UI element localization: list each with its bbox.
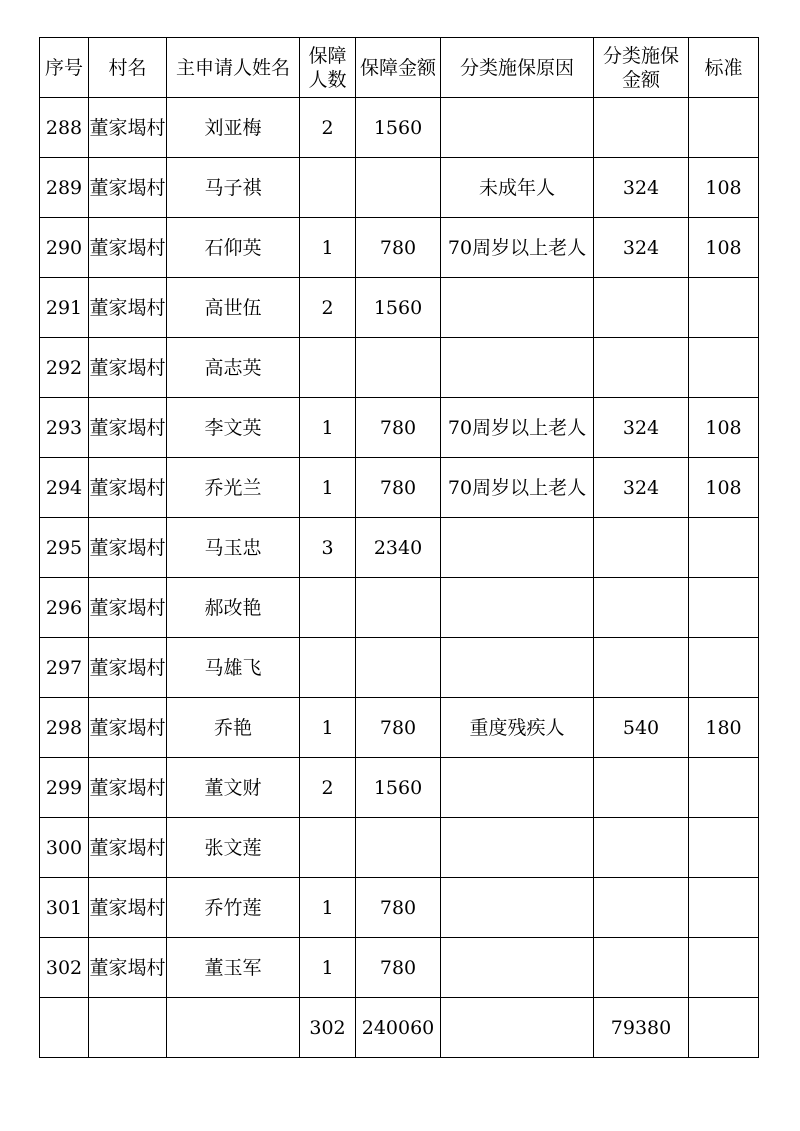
- cell-persons: 2: [300, 758, 356, 818]
- cell-applicant: 马子祺: [167, 158, 300, 218]
- header-village: 村名: [89, 38, 167, 98]
- cell-standard: [689, 98, 759, 158]
- cell-persons: [300, 818, 356, 878]
- cell-persons: [300, 578, 356, 638]
- cell-amount: 780: [356, 878, 441, 938]
- cell-amount: 780: [356, 218, 441, 278]
- cell-persons: 1: [300, 218, 356, 278]
- total-village-cell: [89, 998, 167, 1058]
- cell-village: 董家堨村: [89, 398, 167, 458]
- cell-class-amount: 324: [594, 398, 689, 458]
- cell-applicant: 李文英: [167, 398, 300, 458]
- header-persons: 保障人数: [300, 38, 356, 98]
- cell-seq: 295: [40, 518, 89, 578]
- cell-reason: 70周岁以上老人: [441, 458, 594, 518]
- cell-amount: [356, 158, 441, 218]
- table-row: [40, 398, 759, 458]
- cell-standard: [689, 518, 759, 578]
- cell-amount: 780: [356, 458, 441, 518]
- cell-village: 董家堨村: [89, 278, 167, 338]
- cell-amount: 1560: [356, 758, 441, 818]
- cell-persons: 1: [300, 878, 356, 938]
- cell-class-amount: [594, 338, 689, 398]
- cell-village: 董家堨村: [89, 758, 167, 818]
- header-row: [40, 38, 759, 98]
- cell-standard: [689, 818, 759, 878]
- cell-persons: [300, 338, 356, 398]
- cell-amount: 1560: [356, 278, 441, 338]
- cell-village: 董家堨村: [89, 818, 167, 878]
- cell-class-amount: [594, 278, 689, 338]
- cell-seq: 296: [40, 578, 89, 638]
- cell-seq: 298: [40, 698, 89, 758]
- cell-class-amount: [594, 638, 689, 698]
- cell-applicant: 高志英: [167, 338, 300, 398]
- cell-reason: [441, 758, 594, 818]
- cell-village: 董家堨村: [89, 458, 167, 518]
- cell-amount: [356, 338, 441, 398]
- cell-seq: 289: [40, 158, 89, 218]
- cell-persons: 2: [300, 278, 356, 338]
- cell-village: 董家堨村: [89, 218, 167, 278]
- table-row: [40, 818, 759, 878]
- header-class-amount: 分类施保金额: [594, 38, 689, 98]
- cell-persons: [300, 158, 356, 218]
- total-reason-cell: [441, 998, 594, 1058]
- table-row: [40, 338, 759, 398]
- total-row: [40, 998, 759, 1058]
- cell-class-amount: [594, 818, 689, 878]
- cell-seq: 302: [40, 938, 89, 998]
- cell-reason: [441, 278, 594, 338]
- table-row: [40, 878, 759, 938]
- cell-class-amount: [594, 578, 689, 638]
- cell-applicant: 马雄飞: [167, 638, 300, 698]
- cell-persons: [300, 638, 356, 698]
- total-class-amount: 79380: [594, 998, 689, 1058]
- cell-seq: 293: [40, 398, 89, 458]
- table-row: [40, 518, 759, 578]
- cell-reason: [441, 338, 594, 398]
- cell-standard: [689, 938, 759, 998]
- cell-reason: [441, 878, 594, 938]
- cell-applicant: 张文莲: [167, 818, 300, 878]
- cell-persons: 3: [300, 518, 356, 578]
- table-row: [40, 758, 759, 818]
- cell-class-amount: 324: [594, 218, 689, 278]
- cell-amount: 780: [356, 398, 441, 458]
- cell-reason: [441, 98, 594, 158]
- cell-standard: [689, 278, 759, 338]
- cell-village: 董家堨村: [89, 518, 167, 578]
- cell-class-amount: 540: [594, 698, 689, 758]
- cell-standard: [689, 578, 759, 638]
- table-row: [40, 698, 759, 758]
- cell-village: 董家堨村: [89, 638, 167, 698]
- cell-reason: 70周岁以上老人: [441, 398, 594, 458]
- total-persons: 302: [300, 998, 356, 1058]
- cell-class-amount: [594, 518, 689, 578]
- cell-amount: 2340: [356, 518, 441, 578]
- total-seq-cell: [40, 998, 89, 1058]
- cell-village: 董家堨村: [89, 158, 167, 218]
- cell-seq: 299: [40, 758, 89, 818]
- cell-seq: 292: [40, 338, 89, 398]
- cell-persons: 1: [300, 698, 356, 758]
- cell-village: 董家堨村: [89, 938, 167, 998]
- cell-village: 董家堨村: [89, 578, 167, 638]
- cell-reason: 70周岁以上老人: [441, 218, 594, 278]
- cell-applicant: 董文财: [167, 758, 300, 818]
- table-row: [40, 638, 759, 698]
- cell-seq: 297: [40, 638, 89, 698]
- cell-standard: [689, 758, 759, 818]
- cell-persons: 1: [300, 458, 356, 518]
- cell-standard: 108: [689, 158, 759, 218]
- cell-reason: 重度残疾人: [441, 698, 594, 758]
- cell-standard: 108: [689, 458, 759, 518]
- cell-applicant: 郝改艳: [167, 578, 300, 638]
- table-row: [40, 278, 759, 338]
- cell-reason: [441, 578, 594, 638]
- header-reason: 分类施保原因: [441, 38, 594, 98]
- cell-standard: 108: [689, 398, 759, 458]
- cell-class-amount: 324: [594, 458, 689, 518]
- cell-reason: [441, 638, 594, 698]
- cell-persons: 2: [300, 98, 356, 158]
- cell-standard: 108: [689, 218, 759, 278]
- cell-standard: [689, 338, 759, 398]
- cell-reason: [441, 938, 594, 998]
- header-seq: 序号: [40, 38, 89, 98]
- cell-applicant: 马玉忠: [167, 518, 300, 578]
- cell-class-amount: [594, 758, 689, 818]
- cell-amount: [356, 638, 441, 698]
- table-body: [40, 98, 759, 998]
- cell-seq: 288: [40, 98, 89, 158]
- cell-village: 董家堨村: [89, 878, 167, 938]
- table-row: [40, 218, 759, 278]
- cell-reason: 未成年人: [441, 158, 594, 218]
- table-row: [40, 578, 759, 638]
- cell-persons: 1: [300, 938, 356, 998]
- cell-amount: 780: [356, 698, 441, 758]
- cell-reason: [441, 518, 594, 578]
- total-amount: 240060: [356, 998, 441, 1058]
- cell-amount: 780: [356, 938, 441, 998]
- cell-applicant: 乔艳: [167, 698, 300, 758]
- cell-seq: 291: [40, 278, 89, 338]
- cell-applicant: 乔光兰: [167, 458, 300, 518]
- table-row: [40, 458, 759, 518]
- header-standard: 标准: [689, 38, 759, 98]
- cell-seq: 290: [40, 218, 89, 278]
- cell-persons: 1: [300, 398, 356, 458]
- cell-applicant: 董玉军: [167, 938, 300, 998]
- cell-standard: [689, 878, 759, 938]
- cell-class-amount: 324: [594, 158, 689, 218]
- cell-applicant: 乔竹莲: [167, 878, 300, 938]
- cell-village: 董家堨村: [89, 98, 167, 158]
- cell-class-amount: [594, 878, 689, 938]
- total-standard-cell: [689, 998, 759, 1058]
- cell-seq: 301: [40, 878, 89, 938]
- allowance-table: [39, 37, 759, 1058]
- table-row: [40, 98, 759, 158]
- cell-amount: [356, 818, 441, 878]
- header-amount: 保障金额: [356, 38, 441, 98]
- cell-village: 董家堨村: [89, 338, 167, 398]
- cell-standard: [689, 638, 759, 698]
- cell-applicant: 石仰英: [167, 218, 300, 278]
- cell-class-amount: [594, 98, 689, 158]
- cell-applicant: 刘亚梅: [167, 98, 300, 158]
- cell-reason: [441, 818, 594, 878]
- cell-class-amount: [594, 938, 689, 998]
- cell-amount: 1560: [356, 98, 441, 158]
- cell-standard: 180: [689, 698, 759, 758]
- table-row: [40, 158, 759, 218]
- total-applicant-cell: [167, 998, 300, 1058]
- cell-applicant: 高世伍: [167, 278, 300, 338]
- cell-village: 董家堨村: [89, 698, 167, 758]
- header-applicant: 主申请人姓名: [167, 38, 300, 98]
- cell-seq: 300: [40, 818, 89, 878]
- table-row: [40, 938, 759, 998]
- cell-amount: [356, 578, 441, 638]
- cell-seq: 294: [40, 458, 89, 518]
